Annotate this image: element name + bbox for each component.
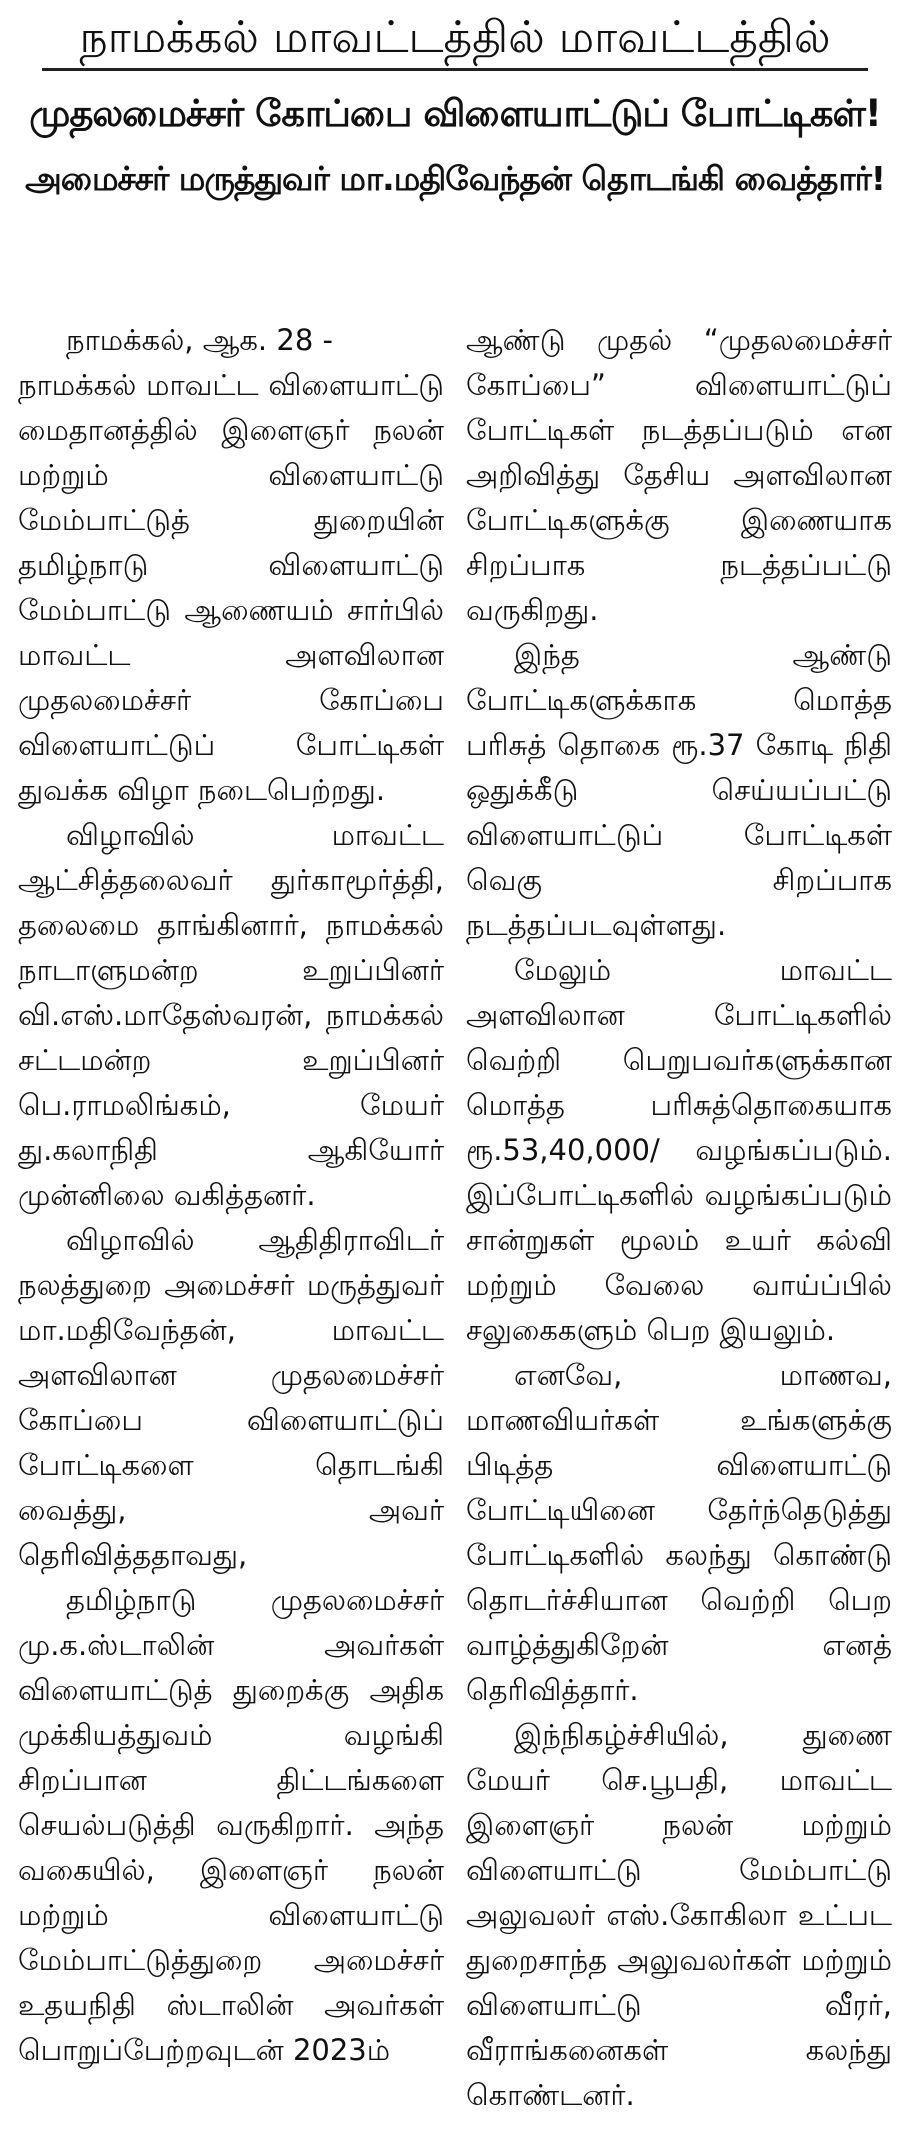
header-divider (42, 68, 868, 71)
paragraph: விழாவில் மாவட்ட ஆட்சித்தலைவர் துர்காமூர்த்தி, தலைமை தாங்கினார், நாமக்கல் நாடாளுமன்ற உறுப்பினர் வி.எஸ்.மாதேஸ்வரன், நாமக்கல் சட்டமன்ற உறுப்பினர் பெ.ராமலிங்கம், மேயர் து.கலாநிதி ஆகியோர் முன்னிலை வகித்தனர். (18, 818, 444, 1212)
paragraph: விழாவில் ஆதிதிராவிடர் நலத்துறை அமைச்சர் மருத்துவர் மா.மதிவேந்தன், மாவட்ட அளவிலான முதலமைச்சர் கோப்பை விளையாட்டுப் போட்டிகளை தொடங்கி வைத்து, அவர் தெரிவித்ததாவது, (18, 1223, 444, 1572)
subheadline: அமைச்சர் மருத்துவர் மா.மதிவேந்தன் தொடங்கி வைத்தார்! (25, 159, 885, 198)
paragraph: எனவே, மாணவ, மாணவியர்கள் உங்களுக்கு பிடித்த விளையாட்டு போட்டியினை தேர்ந்தெடுத்து போட்டிகளில் கலந்து கொண்டு தொடர்ச்சியான வெற்றி பெற வாழ்த்துகிறேன் எனத் தெரிவித்தார். (466, 1358, 892, 1707)
paragraph: தமிழ்நாடு முதலமைச்சர் மு.க.ஸ்டாலின் அவர்கள் விளையாட்டுத் துறைக்கு அதிக முக்கியத்துவம் வழங்கி சிறப்பான திட்டங்களை செயல்படுத்தி வருகிறார். அந்த வகையில், இளைஞர் நலன் மற்றும் விளையாட்டு மேம்பாட்டுத்துறை அமைச்சர் உதயநிதி ஸ்டாலின் அவர்கள் பொறுப்பேற்றவுடன் 2023ம் (18, 1583, 444, 2067)
dateline: நாமக்கல், ஆக. 28 - (66, 323, 333, 357)
paragraph: ஆண்டு முதல் “முதலமைச்சர் கோப்பை” விளையாட்டுப் போட்டிகள் நடத்தப்படும் என அறிவித்து தேசிய அளவிலான போட்டிகளுக்கு இணையாக சிறப்பாக நடத்தப்பட்டு வருகிறது. (466, 323, 892, 627)
paragraph: மேலும் மாவட்ட அளவிலான போட்டிகளில் வெற்றி பெறுபவர்களுக்கான மொத்த பரிசுத்தொகையாக ரூ.53,40,000/ வழங்கப்படும். இப்போட்டிகளில் வழங்கப்படும் சான்றுகள் மூலம் உயர் கல்வி மற்றும் வேலை வாய்ப்பில் சலுகைகளும் பெற இயலும். (466, 953, 892, 1347)
paragraph: இந்த ஆண்டு போட்டிகளுக்காக மொத்த பரிசுத் தொகை ரூ.37 கோடி நிதி ஒதுக்கீடு செய்யப்பட்டு விளையாட்டுப் போட்டிகள் வெகு சிறப்பாக நடத்தப்படவுள்ளது. (466, 638, 892, 942)
paragraph: நாமக்கல் மாவட்ட விளையாட்டு மைதானத்தில் இளைஞர் நலன் மற்றும் விளையாட்டு மேம்பாட்டுத் துறையின் தமிழ்நாடு விளையாட்டு மேம்பாட்டு ஆணையம் சார்பில் மாவட்ட அளவிலான முதலமைச்சர் கோப்பை விளையாட்டுப் போட்டிகள் துவக்க விழா நடைபெற்றது. (18, 368, 444, 807)
paragraph: இந்நிகழ்ச்சியில், துணை மேயர் செ.பூபதி, மாவட்ட இளைஞர் நலன் மற்றும் விளையாட்டு மேம்பாட்டு அலுவலர் எஸ்.கோகிலா உட்பட துறைசாந்த அலுவலர்கள் மற்றும் விளையாட்டு வீரர், வீராங்கனைகள் கலந்து கொண்டனர். (466, 1718, 892, 2112)
kicker-heading: நாமக்கல் மாவட்டத்தில் மாவட்டத்தில் (79, 12, 831, 63)
headline: முதலமைச்சர் கோப்பை விளையாட்டுப் போட்டிகள்! (29, 92, 881, 135)
left-column (18, 318, 444, 2142)
article-body (18, 318, 892, 2142)
right-column (466, 318, 892, 2142)
dateline-paragraph (18, 318, 444, 363)
